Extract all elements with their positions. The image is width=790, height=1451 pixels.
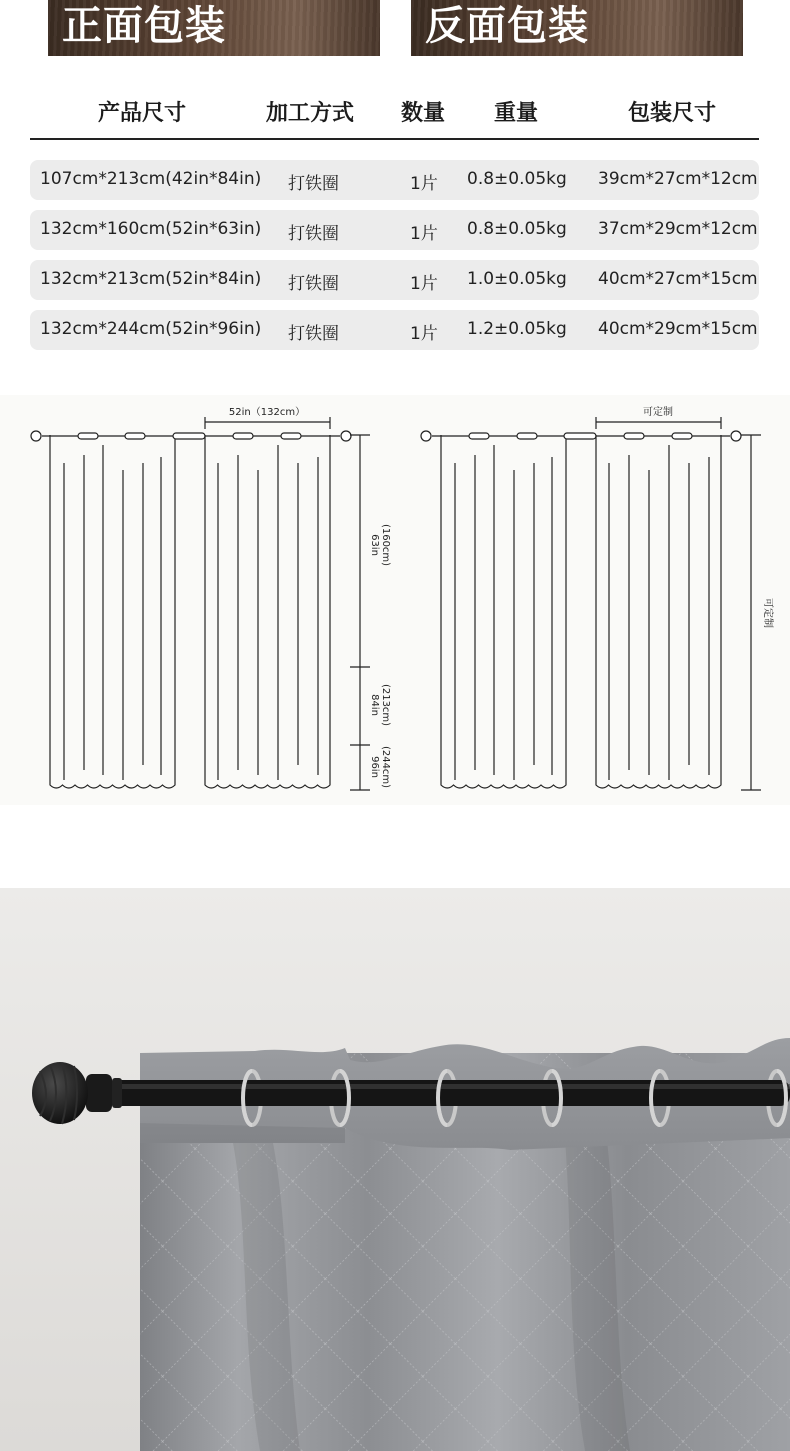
cell-processing: 打铁圈 [288,324,339,344]
cell-quantity: 1片 [410,224,438,244]
curtain-rod [110,1080,790,1106]
cell-processing: 打铁圈 [288,174,339,194]
table-row [30,260,759,300]
cell-weight: 1.0±0.05kg [467,269,567,289]
back-packaging-banner: 反面包装 [411,0,743,56]
height-160cm-label: (160cm) [380,523,391,567]
cell-weight: 0.8±0.05kg [467,169,567,189]
header-package-size: 包装尺寸 [628,101,717,126]
header-processing: 加工方式 [266,101,355,126]
cell-weight: 0.8±0.05kg [467,219,567,239]
height-96-label: 96in [369,756,380,778]
custom-height-label: 可定制 [762,598,773,628]
cell-package-size: 40cm*27cm*15cm [598,269,758,289]
cell-product-size: 132cm*244cm(52in*96in) [40,319,262,339]
front-packaging-banner: 正面包装 [48,0,380,56]
table-divider [30,138,759,140]
cell-product-size: 107cm*213cm(42in*84in) [40,169,262,189]
cell-package-size: 39cm*27cm*12cm [598,169,758,189]
height-244cm-label: (244cm) [380,745,391,789]
curtain-product-photo [0,888,790,1451]
height-213cm-label: (213cm) [380,683,391,727]
cell-processing: 打铁圈 [288,274,339,294]
cell-quantity: 1片 [410,174,438,194]
spec-table-header [30,92,759,132]
height-84-label: 84in [369,694,380,716]
width-label: 52in（132cm） [228,407,306,418]
cell-quantity: 1片 [410,274,438,294]
cell-package-size: 37cm*29cm*12cm [598,219,758,239]
table-row [30,210,759,250]
table-row [30,310,759,350]
header-quantity: 数量 [401,101,446,126]
cell-processing: 打铁圈 [288,224,339,244]
height-63-label: 63in [369,534,380,556]
cell-product-size: 132cm*213cm(52in*84in) [40,269,262,289]
cell-weight: 1.2±0.05kg [467,319,567,339]
header-weight: 重量 [494,101,539,126]
cell-quantity: 1片 [410,324,438,344]
header-product-size: 产品尺寸 [98,101,187,126]
cell-package-size: 40cm*29cm*15cm [598,319,758,339]
cell-product-size: 132cm*160cm(52in*63in) [40,219,262,239]
curtain-size-diagram [0,395,790,805]
table-row [30,160,759,200]
custom-width-label: 可定制 [643,407,673,418]
